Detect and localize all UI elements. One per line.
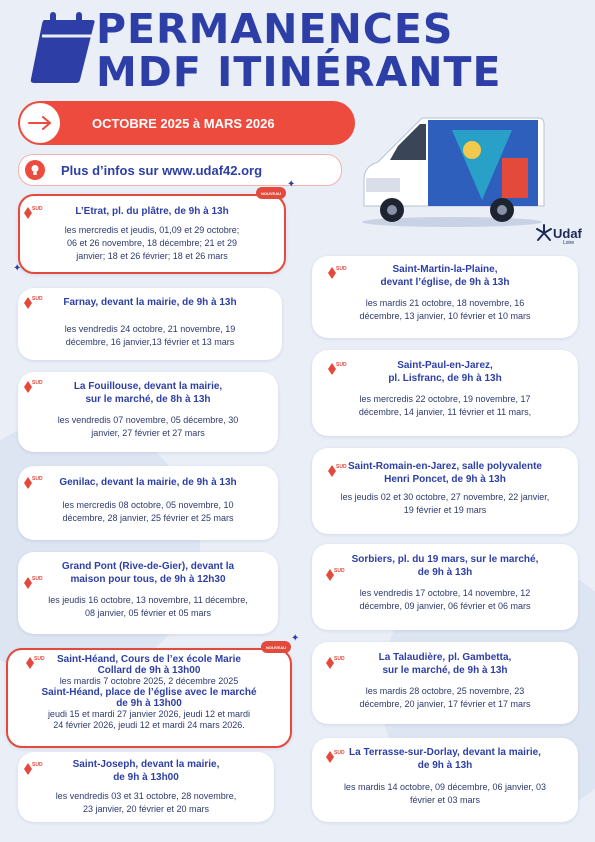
arrow-right-icon (20, 103, 60, 143)
sud-marker: SUD (24, 576, 44, 588)
schedule-card-la-talaudiere (312, 642, 578, 724)
card-details: les mercredis 22 octobre, 19 novembre, 17 décembre, 14 janvier, 11 février et 11 mars, (358, 394, 532, 417)
card-details: les mardis 14 octobre, 09 décembre, 06 janvier, 03 février et 03 mars (343, 782, 547, 805)
nouveau-badge: NOUVEAU (256, 187, 286, 199)
card-title: Sorbiers, pl. du 19 mars, sur le marché, de 9h à 13h (351, 554, 539, 578)
schedule-card-letrat (18, 194, 286, 274)
card-details: les jeudis 16 octobre, 13 novembre, 11 décembre, 08 janvier, 05 février et 05 mars (48, 595, 248, 618)
title-line-1: PERMANENCES (96, 5, 454, 53)
sud-marker: SUD (328, 266, 348, 278)
card-details: les vendredis 07 novembre, 05 décembre, 30 janvier, 27 février et 27 mars (57, 415, 239, 438)
schedule-card-la-terrasse (312, 738, 578, 822)
card-title-2: Saint-Héand, place de l’église avec le marché de 9h à 13h00 (41, 687, 257, 709)
sud-marker: SUD (24, 296, 44, 308)
sud-marker: SUD (326, 568, 346, 580)
card-details-2: jeudi 15 et mardi 27 janvier 2026, jeudi 12 et mardi 24 février 2026, jeudi 12 et mardi 24 mars 2026. (47, 709, 251, 730)
nouveau-badge: NOUVEAU (261, 641, 291, 653)
card-details: les vendredis 17 octobre, 14 novembre, 12 décembre, 09 janvier, 06 février et 06 mars (359, 588, 531, 611)
schedule-card-saint-martin (312, 256, 578, 338)
card-details: les mardis 21 octobre, 18 novembre, 16 décembre, 13 janvier, 10 février et 10 mars (359, 298, 531, 321)
card-details: les mardis 28 octobre, 25 novembre, 23 décembre, 20 janvier, 17 février et 17 mars (359, 686, 531, 709)
schedule-card-saint-joseph (18, 752, 274, 822)
schedule-card-genilac (18, 466, 278, 540)
sud-marker: SUD (326, 656, 346, 668)
sparkle-icon: ✦ (291, 633, 300, 644)
schedule-card-grand-pont (18, 552, 278, 634)
period-banner (18, 101, 355, 145)
card-details: les jeudis 02 et 30 octobre, 27 novembre, 22 janvier, 19 février et 19 mars (340, 492, 550, 515)
card-title: Saint-Romain-en-Jarez, salle polyvalente Henri Poncet, de 9h à 13h (348, 461, 542, 485)
card-details: les mercredis 08 octobre, 05 novembre, 10 décembre, 28 janvier, 25 février et 25 mars (62, 500, 234, 523)
card-title: Genilac, devant la mairie, de 9h à 13h (59, 477, 237, 488)
title-line-2: MDF ITINÉRANTE (96, 48, 502, 96)
card-title: Saint-Joseph, devant la mairie, de 9h à 13h00 (72, 759, 220, 783)
sud-marker: SUD (328, 362, 348, 374)
lightbulb-icon (25, 160, 45, 180)
sud-marker: SUD (26, 656, 46, 668)
card-title: La Fouillouse, devant la mairie, sur le marché, de 8h à 13h (73, 381, 223, 405)
udaf-logo-sub: Loire (563, 240, 575, 246)
schedule-card-sorbiers (312, 544, 578, 630)
udaf-logo-name: Udaf (553, 226, 582, 241)
info-link[interactable]: Plus d’infos sur www.udaf42.org (61, 162, 263, 178)
card-title: Farnay, devant la mairie, de 9h à 13h (63, 297, 237, 308)
sud-marker: SUD (24, 476, 44, 488)
schedule-card-farnay (18, 288, 282, 360)
sud-marker: SUD (326, 750, 346, 762)
udaf-logo (535, 222, 582, 249)
card-title: L’Etrat, pl. du plâtre, de 9h à 13h (75, 206, 229, 217)
card-title: La Terrasse-sur-Dorlay, devant la mairie, de 9h à 13h (349, 747, 541, 771)
card-title: La Talaudière, pl. Gambetta, sur le marché, de 9h à 13h (378, 652, 512, 676)
card-title: Grand Pont (Rive-de-Gier), devant la maison pour tous, de 9h à 12h30 (61, 561, 235, 585)
card-title: Saint-Martin-la-Plaine, devant l’église, de 9h à 13h (380, 264, 510, 288)
schedule-card-saint-heand (6, 648, 292, 748)
sud-marker: SUD (24, 206, 44, 218)
sparkle-icon: ✦ (287, 179, 296, 190)
schedule-card-la-fouillouse (18, 372, 278, 452)
card-title: Saint-Paul-en-Jarez, pl. Lisfranc, de 9h à 13h (388, 360, 502, 384)
card-details: les mercredis et jeudis, 01,09 et 29 octobre; 06 et 26 novembre, 18 décembre; 21 et 29 janvier; 18 et 26 février; 18 et 26 mars (64, 225, 240, 261)
card-details: les vendredis 03 et 31 octobre, 28 novembre, 23 janvier, 20 février et 20 mars (55, 791, 237, 814)
card-title: Saint-Héand, Cours de l’ex école Marie Collard de 9h à 13h00 (57, 654, 241, 676)
sud-marker: SUD (328, 464, 348, 476)
card-details: les mardis 7 octobre 2025, 2 décembre 2025 (59, 676, 239, 686)
sud-marker: SUD (24, 762, 44, 774)
sparkle-icon: ✦ (13, 263, 22, 274)
card-details: les vendredis 24 octobre, 21 novembre, 19 décembre, 16 janvier,13 février et 13 mars (64, 324, 236, 347)
sud-marker: SUD (24, 380, 44, 392)
calendar-icon (30, 10, 96, 84)
period-text: OCTOBRE 2025 à MARS 2026 (92, 115, 275, 131)
schedule-card-saint-romain (312, 448, 578, 534)
van-image (352, 110, 552, 230)
background-shape (0, 420, 200, 680)
schedule-card-saint-paul (312, 350, 578, 436)
